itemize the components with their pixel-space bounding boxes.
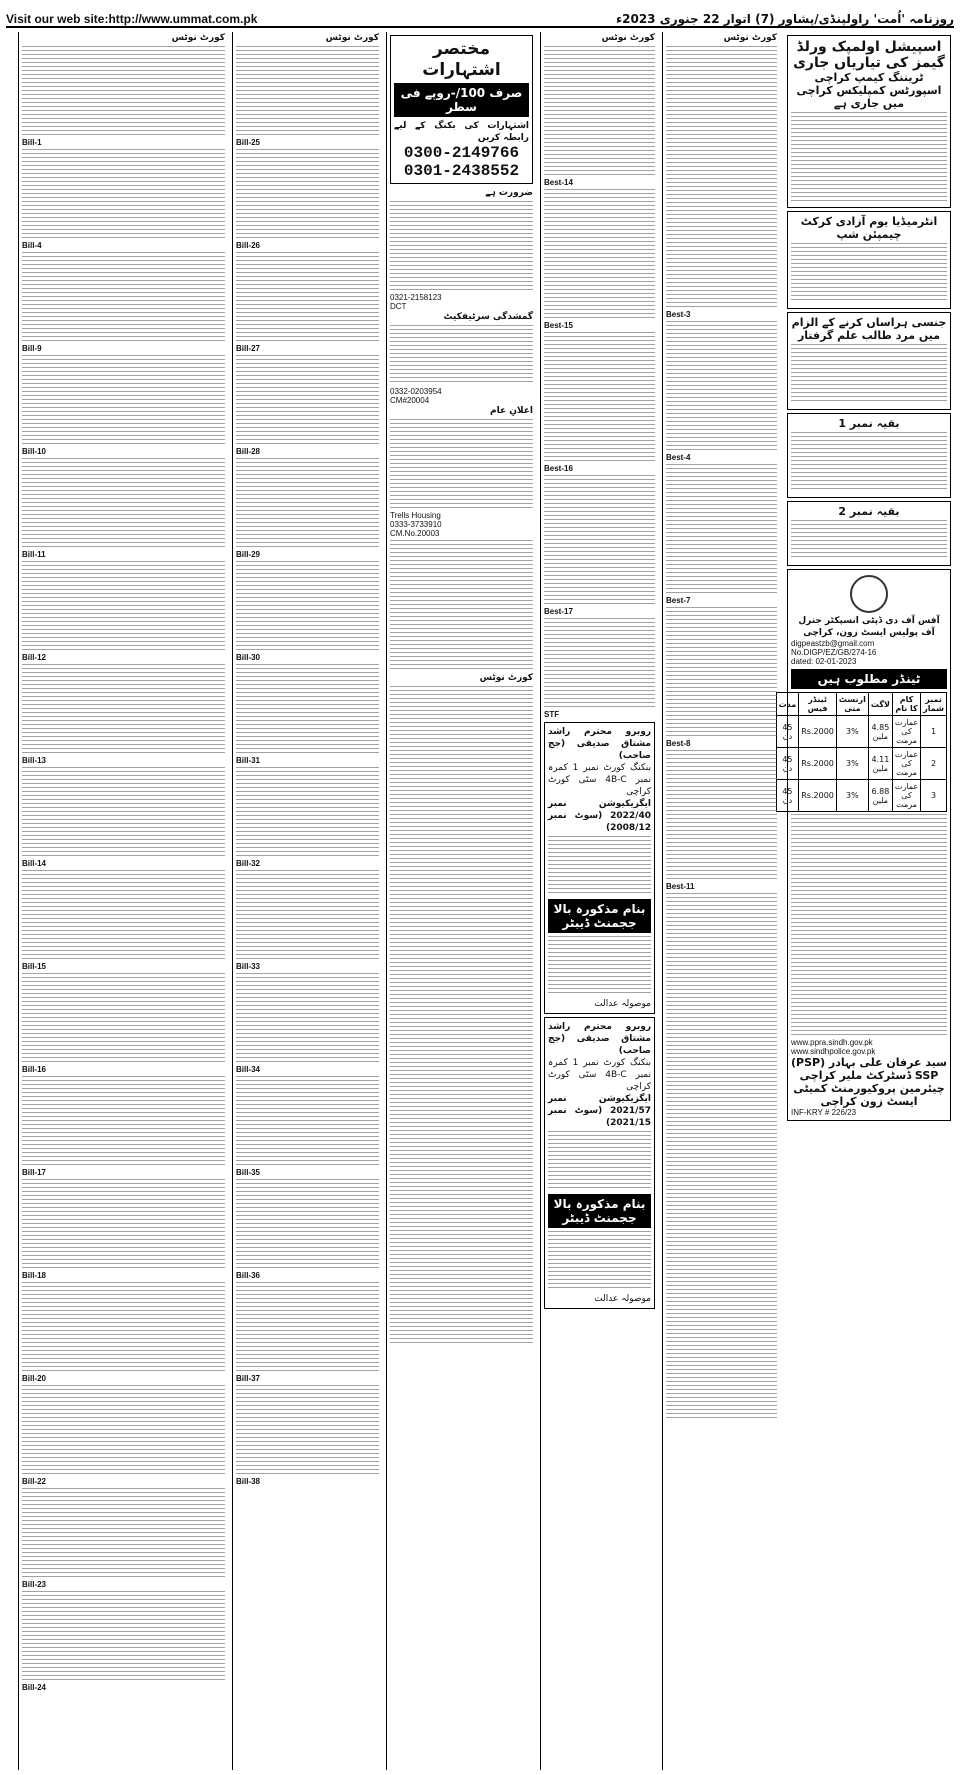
notice-text [22, 1179, 225, 1269]
story-text [791, 344, 947, 404]
notice-text [236, 1385, 379, 1475]
ppra-link[interactable]: www.ppra.sindh.gov.pk [791, 1038, 873, 1047]
police-seal-icon [850, 575, 888, 613]
table-cell: 2 [921, 748, 947, 780]
bill-label: Bill-26 [236, 241, 261, 250]
court-name: روبرو محترم راشد مشتاق صدیقی (جج صاحب) [548, 1022, 651, 1056]
best-label: Best-16 [544, 464, 573, 473]
cricket-story [787, 211, 951, 309]
bill-label: Bill-30 [236, 653, 261, 662]
notice-text [22, 664, 225, 754]
notice-text [544, 618, 655, 708]
column-right [778, 32, 954, 1770]
classifieds-booking: اشتہارات کی بکنگ کے لیے رابطہ کریں [394, 121, 529, 143]
signer-committee: چیئرمین پروکیورمنٹ کمیٹی ایسٹ زون کراچی [793, 1082, 945, 1108]
police-link[interactable]: www.sindhpolice.gov.pk [791, 1047, 876, 1056]
special-olympics-story [787, 35, 951, 208]
bill-label: Bill-9 [22, 344, 42, 353]
headline: جنسی ہراساں کرنے کے الزام میں مرد طالب علم گرفتار [791, 316, 947, 342]
notice-text [666, 464, 777, 594]
notice-text [22, 561, 225, 651]
table-cell: عمارت کی مرمت [892, 780, 920, 812]
classified-ref: Trells Housing [390, 511, 441, 520]
column-5 [662, 32, 780, 1770]
notice-text [236, 252, 379, 342]
table-row [776, 780, 946, 812]
summons-notice-2 [544, 1017, 655, 1309]
table-header: لاگت [868, 693, 892, 716]
bill-label: Bill-17 [22, 1168, 47, 1177]
notice-text [236, 561, 379, 651]
classified-phone[interactable]: 0333-3733910 [390, 520, 442, 529]
table-cell: 3% [836, 780, 868, 812]
headline: انٹرمیڈیا یوم آزادی کرکٹ چیمپئن شپ [800, 215, 938, 241]
bill-label: Bill-38 [236, 1477, 261, 1486]
notice-text [544, 332, 655, 462]
notice-text [666, 1289, 777, 1419]
bill-label: Bill-37 [236, 1374, 261, 1383]
bill-label: Bill-16 [22, 1065, 47, 1074]
tender-title: ٹینڈر مطلوب ہیں [791, 669, 947, 689]
arrest-story [787, 312, 951, 410]
notice-text [236, 46, 379, 136]
bill-label: Bill-23 [22, 1580, 47, 1589]
section-header: کورٹ نوٹس [325, 33, 379, 43]
table-cell: 3 [921, 780, 947, 812]
bill-label: Bill-1 [22, 138, 42, 147]
notice-text [236, 458, 379, 548]
notice-text [22, 1076, 225, 1166]
best-label: Best-8 [666, 739, 691, 748]
column-4 [540, 32, 658, 1770]
notice-text [544, 189, 655, 319]
classified-phone[interactable]: 0321-2158123 [390, 293, 442, 302]
classifieds-rate: صرف 100/-روپے فی سطر [394, 83, 529, 117]
tender-number: No.DIGP/EZ/GB/274-16 [791, 648, 877, 657]
table-cell: 4.85 ملین [868, 716, 892, 748]
continuation-title: بقیہ نمبر 1 [838, 417, 900, 430]
tender-notice [778, 569, 951, 1121]
bill-label: Bill-33 [236, 962, 261, 971]
table-cell: عمارت کی مرمت [892, 748, 920, 780]
case-number: ایگزیکیوشن نمبر 2022/40 (سوٹ نمبر 2008/12) [548, 799, 651, 833]
best-label: Best-17 [544, 607, 573, 616]
bill-label: Bill-35 [236, 1168, 261, 1177]
notice-text [236, 767, 379, 857]
best-label: Best-4 [666, 453, 691, 462]
summons-footer: موصولہ عدالت [594, 999, 651, 1009]
classified-phone[interactable]: 0332-0203954 [390, 387, 442, 396]
classified-ref: DCT [390, 302, 407, 311]
tender-conditions [791, 946, 947, 1036]
table-cell: 45 دن [776, 716, 799, 748]
website-url[interactable]: Visit our web site:http://www.ummat.com.pk [6, 12, 258, 26]
column-2 [232, 32, 382, 1770]
bill-label: Bill-20 [22, 1374, 47, 1383]
classified-text [390, 1214, 533, 1344]
bill-label: Bill-29 [236, 550, 261, 559]
case-number: ایگزیکیوشن نمبر 2021/57 (سوٹ نمبر 2021/15) [548, 1094, 651, 1128]
notice-text [236, 664, 379, 754]
notice-text [666, 893, 777, 1023]
notice-text [666, 607, 777, 737]
table-cell: 45 دن [776, 780, 799, 812]
section-header: کورٹ نوٹس [601, 33, 655, 43]
notice-text [22, 355, 225, 445]
headline: اسپیشل اولمپک ورلڈ گیمز کی تیاریاں جاری [793, 39, 945, 71]
summons-title: بنام مذکورہ بالا ججمنٹ ڈیبٹر [548, 899, 651, 933]
classified-text [390, 818, 533, 948]
notice-text [22, 46, 225, 136]
table-header-row [776, 693, 946, 716]
story-text [791, 243, 947, 303]
classified-category: ضرورت ہے [485, 188, 533, 198]
classified-ref: CM#20004 [390, 396, 430, 405]
bill-label: Bill-31 [236, 756, 261, 765]
notice-text [22, 973, 225, 1063]
notice-text [236, 1179, 379, 1269]
story-text [791, 112, 947, 202]
best-label: Best-3 [666, 310, 691, 319]
notice-text [666, 1025, 777, 1155]
table-header: ارنسٹ منی [836, 693, 868, 716]
court-sub: بنکنگ کورٹ نمبر 1 کمرہ نمبر 4B-C سٹی کورٹ کراچی [548, 763, 652, 797]
bill-label: Bill-27 [236, 344, 261, 353]
bill-label: Bill-24 [22, 1683, 47, 1692]
section-header: کورٹ نوٹس [171, 33, 225, 43]
table-header: نمبر شمار [921, 693, 947, 716]
section-header: کورٹ نوٹس [723, 33, 777, 43]
best-label: STF [544, 710, 560, 719]
bill-label: Bill-22 [22, 1477, 47, 1486]
bill-label: Bill-36 [236, 1271, 261, 1280]
classifieds-banner [390, 35, 533, 184]
notice-text [236, 1076, 379, 1166]
notice-text [22, 767, 225, 857]
notice-text [666, 1157, 777, 1287]
table-row [776, 716, 946, 748]
notice-text [544, 46, 655, 176]
summons-footer: موصولہ عدالت [594, 1294, 651, 1304]
notice-text [22, 149, 225, 239]
classified-category: اعلانِ عام [489, 406, 533, 416]
classified-text [390, 1082, 533, 1212]
continuation-1 [787, 413, 951, 498]
notice-text [22, 1488, 225, 1578]
masthead [6, 4, 954, 28]
tender-date: dated: 02-01-2023 [791, 657, 857, 666]
classifieds-title: مختصر اشتہارات [422, 39, 501, 80]
table-cell: عمارت کی مرمت [892, 716, 920, 748]
ad-reference: INF-KRY # 226/23 [791, 1108, 857, 1117]
story-text [791, 520, 947, 560]
classified-text [390, 325, 533, 385]
bill-label: Bill-18 [22, 1271, 47, 1280]
paper-date-line: روزنامہ 'اُمت' راولپنڈی/پشاور (7) اتوار 22 جنوری 2023ء [615, 12, 954, 26]
phone-1[interactable]: 0300-2149766 [403, 144, 520, 162]
best-label: Best-7 [666, 596, 691, 605]
notice-text [22, 870, 225, 960]
notice-text [22, 458, 225, 548]
classified-text [390, 686, 533, 816]
tender-table [776, 692, 947, 812]
bill-label: Bill-32 [236, 859, 261, 868]
continuation-2 [787, 501, 951, 566]
notice-text [666, 321, 777, 451]
notice-text [236, 355, 379, 445]
classified-text [390, 540, 533, 670]
table-header: کام کا نام [892, 693, 920, 716]
table-cell: Rs.2000 [799, 748, 837, 780]
table-cell: Rs.2000 [799, 716, 837, 748]
best-label: Best-11 [666, 882, 695, 891]
bill-label: Bill-10 [22, 447, 47, 456]
classified-category: کورٹ نوٹس [479, 673, 533, 683]
table-row [776, 748, 946, 780]
summons-text [548, 1131, 651, 1191]
notice-text [22, 1282, 225, 1372]
summons-notice-1 [544, 722, 655, 1014]
bill-label: Bill-11 [22, 550, 46, 559]
best-label: Best-14 [544, 178, 573, 187]
classified-category: گمشدگی سرٹیفکیٹ [443, 312, 533, 322]
bill-label: Bill-13 [22, 756, 47, 765]
table-header: مدت [776, 693, 799, 716]
continuation-title: بقیہ نمبر 2 [838, 505, 900, 518]
notice-text [22, 1385, 225, 1475]
best-label: Best-15 [544, 321, 573, 330]
signer-title: SSP ڈسٹرکٹ ملیر کراچی [799, 1069, 939, 1082]
notice-text [22, 1591, 225, 1681]
bill-label: Bill-14 [22, 859, 47, 868]
phone-2[interactable]: 0301-2438552 [403, 162, 520, 180]
bill-label: Bill-4 [22, 241, 42, 250]
bill-label: Bill-28 [236, 447, 261, 456]
table-cell: 3% [836, 748, 868, 780]
table-cell: Rs.2000 [799, 780, 837, 812]
notice-text [236, 973, 379, 1063]
notice-text [666, 46, 777, 176]
summons-text [548, 836, 651, 896]
table-cell: 3% [836, 716, 868, 748]
tender-conditions [791, 814, 947, 944]
notice-text [544, 475, 655, 605]
notice-text [666, 178, 777, 308]
table-cell: 6.88 ملین [868, 780, 892, 812]
court-name: روبرو محترم راشد مشتاق صدیقی (جج صاحب) [548, 727, 651, 761]
classified-ref: CM.No.20003 [390, 529, 440, 538]
table-cell: 4.11 ملین [868, 748, 892, 780]
bill-label: Bill-34 [236, 1065, 261, 1074]
story-text [791, 432, 947, 492]
column-classifieds [386, 32, 536, 1770]
columns [6, 32, 954, 1770]
notice-text [236, 149, 379, 239]
bill-label: Bill-25 [236, 138, 261, 147]
column-left [18, 32, 228, 1770]
court-sub: بنکنگ کورٹ نمبر 1 کمرہ نمبر 4B-C سٹی کورٹ کراچی [548, 1058, 652, 1092]
notice-text [236, 1282, 379, 1372]
bill-label: Bill-15 [22, 962, 47, 971]
summons-text [548, 936, 651, 996]
classified-text [390, 201, 533, 291]
tender-email[interactable]: digpeastzb@gmail.com [791, 639, 875, 648]
bill-label: Bill-12 [22, 653, 47, 662]
summons-text [548, 1231, 651, 1291]
summons-title: بنام مذکورہ بالا ججمنٹ ڈیبٹر [548, 1194, 651, 1228]
tender-org: آفس آف دی ڈپٹی انسپکٹر جنرل آف پولیس ایسٹ زون، کراچی [798, 616, 940, 638]
notice-text [666, 750, 777, 880]
table-cell: 1 [921, 716, 947, 748]
subheadline: ٹریننگ کیمپ کراچی اسپورٹس کمپلیکس کراچی میں جاری ہے [796, 71, 942, 110]
classified-text [390, 419, 533, 509]
notice-text [22, 252, 225, 342]
classified-text [390, 950, 533, 1080]
table-header: ٹینڈر فیس [799, 693, 837, 716]
signer-name: سید عرفان علی بہادر (PSP) [791, 1056, 947, 1069]
notice-text [236, 870, 379, 960]
table-cell: 45 دن [776, 748, 799, 780]
